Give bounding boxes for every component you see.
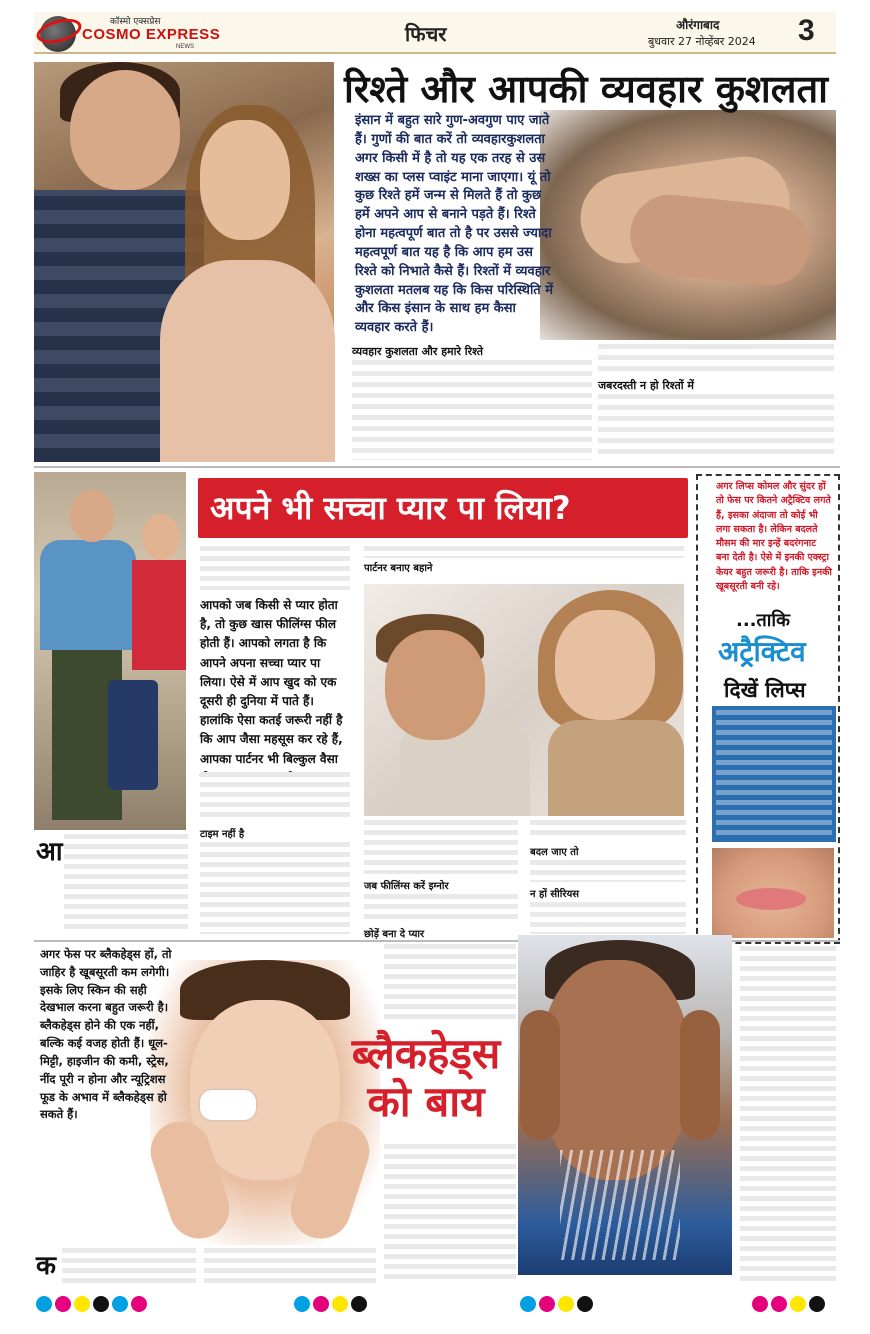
register-marks: [520, 1296, 593, 1316]
story1-body-col1: [352, 360, 592, 460]
story2-col3-text-3: [530, 902, 686, 934]
story2-col3-text-2: [530, 860, 686, 882]
shopping-bags: [108, 680, 158, 790]
face-wash-face: [540, 960, 690, 1180]
story2-subhead-change: बदल जाए तो: [530, 847, 579, 858]
walking-man-face: [70, 490, 114, 542]
register-dot: [313, 1296, 329, 1312]
register-dot: [351, 1296, 367, 1312]
story2-col2-text-2: [364, 894, 518, 922]
story2-subhead-partner: पार्टनर बनाए बहाने: [364, 563, 433, 574]
story2-col2-text: [364, 820, 518, 874]
brand-news: NEWS: [176, 44, 194, 50]
couple-photo-man-face: [70, 70, 180, 190]
walking-woman-face: [142, 514, 180, 560]
section-divider: [34, 466, 840, 468]
story3-headline-line2: को बाय: [367, 1077, 485, 1127]
story1-headline: रिश्ते और आपकी व्यवहार कुशलता: [344, 67, 828, 111]
brand-hindi: कॉस्मो एक्सप्रेस: [110, 17, 161, 27]
edition-date: बुधवार 27 नोव्हेंबर 2024: [648, 35, 756, 48]
lips-tips-text: [716, 710, 832, 838]
story2-subhead-friend: छोड़ें बना दे प्यार: [364, 929, 425, 940]
lips-headline-attractive: अट्रैक्टिव: [718, 635, 806, 668]
story3-headline-line1: ब्लैकहेड्स: [351, 1029, 501, 1078]
brand-name: COSMO EXPRESS: [82, 26, 221, 43]
couple-photo-woman-face: [200, 120, 290, 240]
walking-woman-top: [132, 560, 186, 670]
register-dot: [809, 1296, 825, 1312]
couple-photo-woman-sweater: [160, 260, 335, 462]
story2-subhead-fun: टाइम नहीं है: [200, 829, 245, 840]
register-dot: [790, 1296, 806, 1312]
register-dot: [74, 1296, 90, 1312]
story2-subhead-feelings: जब फीलिंग्स करें इग्नोर: [364, 881, 449, 892]
face-wash-water: [560, 1150, 680, 1260]
laughing-woman-top: [548, 720, 684, 816]
story3-lead: अगर फेस पर ब्लैकहेड्स हों, तो जाहिर है खूबसूरती कम लगेगी। इसके लिए स्किन की सही देखभाल करना बहुत जरूरी है। ब्लैकहेड्स होने की एक नहीं, बल्कि कई वजह होती हैं। धूल-मिट्टी, हाइजीन की कमी, स्ट्रेस, नींद पूरी न होना और न्यूट्रिशस फूड के अभाव में ब्लैकहेड्स हो सकते हैं।: [40, 947, 172, 1122]
register-marks: [294, 1296, 367, 1316]
story1-subhead-2: जबरदस्ती न हो रिश्तों में: [598, 379, 695, 392]
laughing-man-face: [385, 630, 485, 740]
walking-man-shirt: [40, 540, 136, 650]
story3-col-top: [384, 944, 516, 1024]
story3-col1: [62, 1248, 196, 1284]
lips-headline-taki: ...ताकि: [736, 610, 790, 631]
register-dot: [752, 1296, 768, 1312]
story1-lead: इंसान में बहुत सारे गुण-अवगुण पाए जाते हैं। गुणों की बात करें तो व्यवहारकुशलता अगर किसी में है तो यह एक तरह से उस शख्स का प्लस प्वाइंट माना जाएगा। यूं तो कुछ रिश्ते हमें जन्म से मिलते हैं तो कुछ हमें अपने आप से बनाने पड़ते हैं। रिश्ते होना महत्वपूर्ण बात तो है पर उससे ज्यादा महत्वपूर्ण बात यह है कि आप हम उस रिश्ते को निभाते कैसे हैं। रिश्तों में व्यवहार कुशलता मतलब यह कि किस परिस्थिति में और किस इंसान के साथ हम कैसा व्यवहार करते हैं।: [355, 113, 554, 336]
register-marks: [752, 1296, 825, 1316]
story2-lead: आपको जब किसी से प्यार होता है, तो कुछ खास फीलिंग्स फील होती हैं। आपको लगता है कि आपने अपना सच्चा प्यार पा लिया। ऐसे में आप खुद को एक दूसरी ही दुनिया में पाते हैं। हालांकि ऐसा कतई जरूरी नहीं है कि आप जैसा महसूस कर रहे हैं, आपका पार्टनर भी बिल्कुल वैसा: [200, 598, 343, 766]
story2-dropcap: आ: [36, 837, 63, 867]
edition-city: औरंगाबाद: [676, 18, 720, 32]
register-dot: [112, 1296, 128, 1312]
register-dot: [294, 1296, 310, 1312]
story2-col1-text-2: [200, 842, 350, 934]
story2-subhead-serious: न हों सीरियस: [530, 889, 580, 900]
story1-body-col2-top: [598, 344, 834, 372]
story3-col2: [204, 1248, 376, 1284]
register-dot: [332, 1296, 348, 1312]
story2-col3-text: [530, 820, 686, 840]
story2-headline: अपने भी सच्चा प्यार पा लिया?: [210, 489, 571, 527]
register-marks: [36, 1296, 147, 1316]
story3-headline: [316, 1030, 536, 1127]
story2-col1-text: [200, 772, 350, 820]
story2-col0-text: [64, 834, 188, 934]
story3-col-right: [740, 946, 836, 1286]
register-dot: [55, 1296, 71, 1312]
page-number: 3: [798, 14, 815, 47]
story1-body-col2: [598, 394, 834, 460]
register-dot: [520, 1296, 536, 1312]
story3-col-bottom: [384, 1144, 516, 1282]
story1-subhead: व्यवहार कुशलता और हमारे रिश्ते: [352, 345, 484, 358]
laughing-woman-face: [555, 610, 655, 720]
face-wash-hand: [520, 1010, 560, 1140]
story2-col-top: [364, 546, 684, 558]
register-dot: [771, 1296, 787, 1312]
nose-photo-strip: [200, 1090, 256, 1120]
face-wash-hand: [680, 1010, 720, 1140]
story2-intro-text: [200, 546, 350, 590]
register-dot: [539, 1296, 555, 1312]
lips-photo-lips: [736, 888, 806, 910]
lips-headline-lips: दिखें लिप्स: [724, 678, 806, 702]
story3-dropcap: क: [36, 1251, 56, 1281]
register-dot: [93, 1296, 109, 1312]
register-dot: [577, 1296, 593, 1312]
register-dot: [36, 1296, 52, 1312]
register-dot: [558, 1296, 574, 1312]
register-dot: [131, 1296, 147, 1312]
section-title: फिचर: [405, 22, 447, 46]
lips-lead: अगर लिप्स कोमल और सुंदर हों तो फेस पर कितने अट्रैक्टिव लगते हैं, इसका अंदाजा तो कोई भी लगा सकता है। लेकिन बदलते मौसम की मार इन्हें बदरंगनाट बना देती है। ऐसे में इनकी एक्स्ट्रा केयर बहुत जरूरी है। ताकि इनकी खूबसूरती बनी रहे।: [716, 481, 832, 592]
